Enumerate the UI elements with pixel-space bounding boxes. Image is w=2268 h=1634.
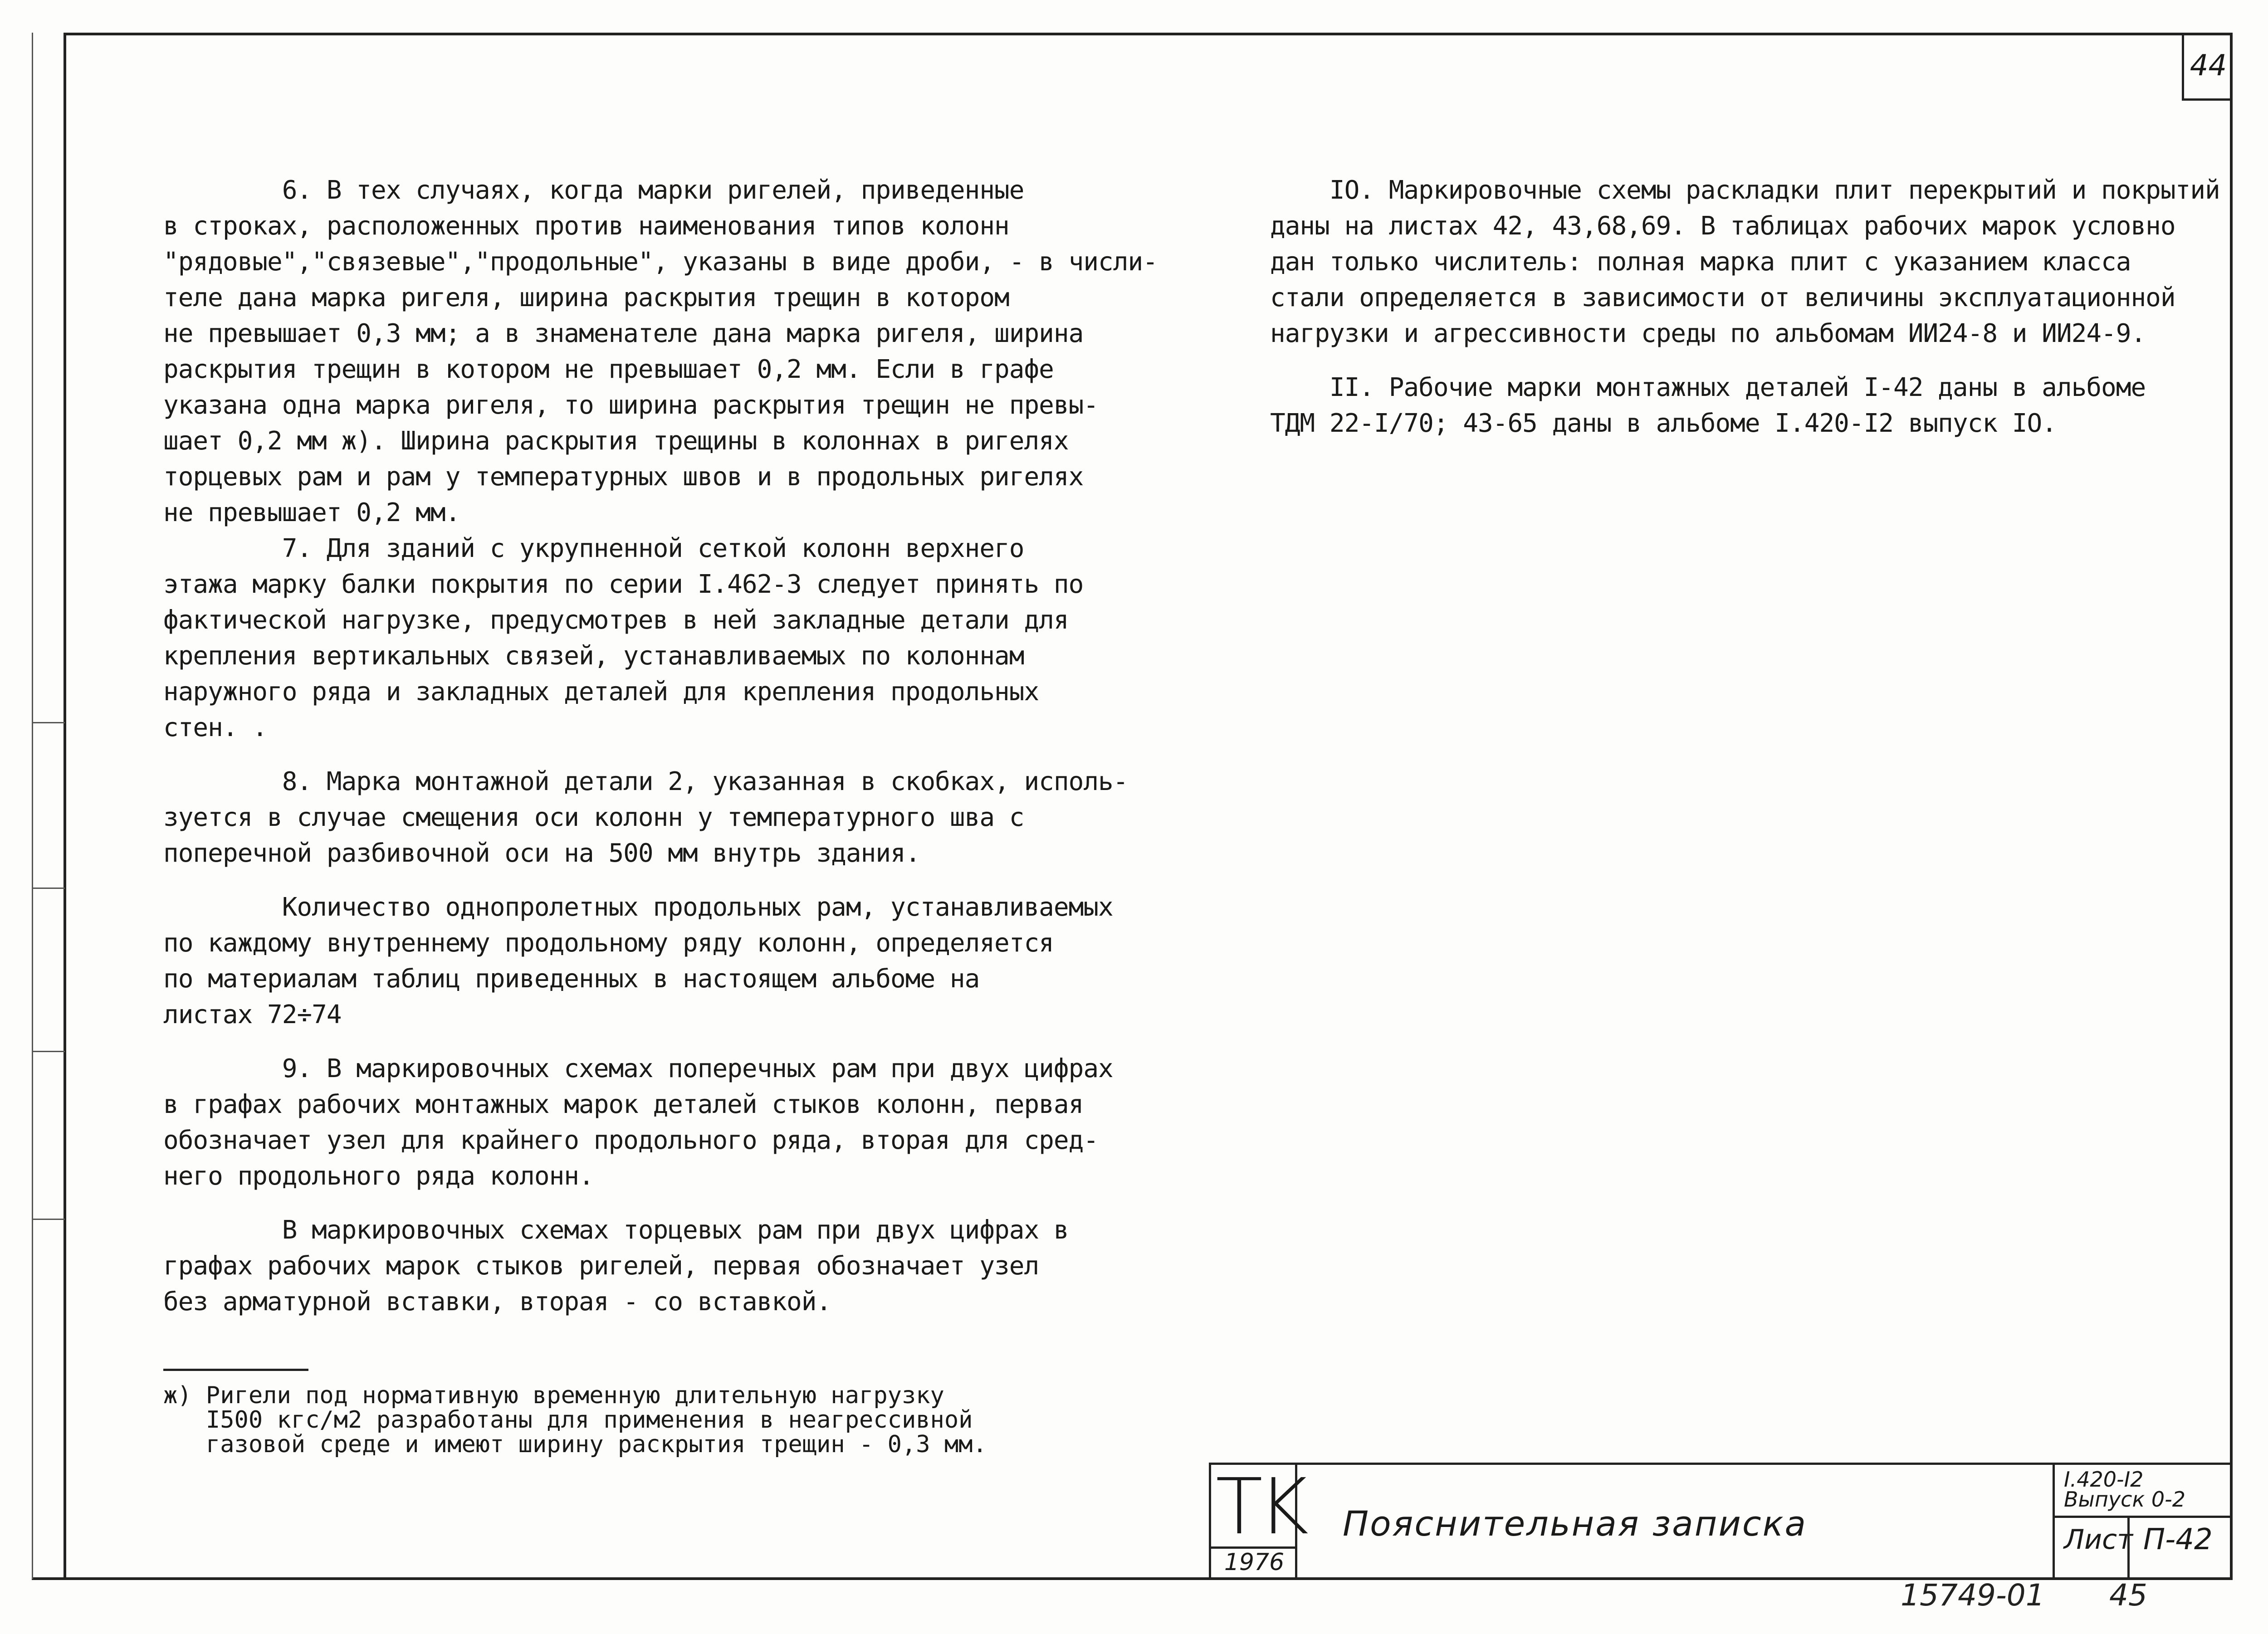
text-line: IO. Маркировочные схемы раскладки плит перекрытий и покрытий bbox=[1270, 176, 2220, 205]
text-line: ТДМ 22-I/70; 43-65 даны в альбоме I.420-I2 выпуск IO. bbox=[1270, 409, 2057, 438]
text-line: по каждому внутреннему продольному ряду колонн, определяется bbox=[163, 928, 1054, 958]
text-line: нагрузки и агрессивности среды по альбомам ИИ24-8 и ИИ24-9. bbox=[1270, 319, 2146, 348]
text-line: этажа марку балки покрытия по серии I.462-3 следует принять по bbox=[163, 570, 1084, 599]
issue-label: Выпуск 0-2 bbox=[2064, 1487, 2186, 1512]
text-line: 8. Марка монтажной детали 2, указанная в скобках, исполь- bbox=[163, 767, 1128, 796]
text-line: 6. В тех случаях, когда марки ригелей, приведенные bbox=[163, 176, 1024, 205]
frame-top-border bbox=[64, 33, 2233, 35]
organization-mark: TK bbox=[1216, 1462, 1305, 1552]
text-line: в строках, расположенных против наименования типов колонн bbox=[163, 211, 1009, 241]
margin-tick bbox=[33, 722, 65, 723]
footnote-line: газовой среде и имеют ширину раскрытия трещин - 0,3 мм. bbox=[163, 1431, 987, 1458]
text-line: зуется в случае смещения оси колонн у температурного шва с bbox=[163, 803, 1024, 832]
page-number: 44 bbox=[2182, 33, 2233, 101]
text-line: не превышает 0,2 мм. bbox=[163, 498, 460, 527]
sheet-info bbox=[2053, 1465, 2233, 1577]
archive-number: 15749-01 bbox=[1901, 1578, 2045, 1613]
frame-right-border bbox=[2230, 33, 2233, 1579]
margin-tick bbox=[33, 1051, 65, 1052]
binding-margin bbox=[32, 33, 65, 1579]
right-text-column bbox=[1270, 172, 2223, 441]
text-line: поперечной разбивочной оси на 500 мм внутрь здания. bbox=[163, 839, 920, 868]
archive-sheet-number: 45 bbox=[2109, 1578, 2147, 1613]
text-line: 7. Для зданий с укрупненной сеткой колонн верхнего bbox=[163, 534, 1024, 563]
text-line: 9. В маркировочных схемах поперечных рам при двух цифрах bbox=[163, 1054, 1113, 1083]
text-line: стали определяется в зависимости от величины эксплуатационной bbox=[1270, 283, 2175, 312]
text-line: наружного ряда и закладных деталей для крепления продольных bbox=[163, 677, 1039, 707]
text-line: В маркировочных схемах торцевых рам при двух цифрах в bbox=[163, 1215, 1069, 1245]
paragraph-gap bbox=[1270, 351, 2223, 370]
text-line: теле дана марка ригеля, ширина раскрытия трещин в котором bbox=[163, 283, 1009, 312]
divider bbox=[2127, 1516, 2130, 1577]
text-line: обозначает узел для крайнего продольного ряда, вторая для сред- bbox=[163, 1126, 1099, 1155]
divider bbox=[2055, 1516, 2233, 1518]
text-line: графах рабочих марок стыков ригелей, первая обозначает узел bbox=[163, 1251, 1039, 1281]
sheet-number: П-42 bbox=[2143, 1523, 2213, 1556]
sheet-label: Лист bbox=[2064, 1524, 2133, 1556]
text-line: не превышает 0,3 мм; а в знаменателе дана марка ригеля, ширина bbox=[163, 319, 1084, 348]
text-line: раскрытия трещин в котором не превышает 0,2 мм. Если в графе bbox=[163, 355, 1054, 384]
text-line: листах 72÷74 bbox=[163, 1000, 342, 1029]
text-line: без арматурной вставки, вторая - со вставкой. bbox=[163, 1287, 831, 1317]
margin-tick bbox=[33, 1219, 65, 1220]
document-title: Пояснительная записка bbox=[1343, 1503, 1808, 1544]
paragraph-gap bbox=[163, 1194, 1161, 1212]
text-line: в графах рабочих монтажных марок деталей стыков колонн, первая bbox=[163, 1090, 1084, 1119]
footnote-rule bbox=[163, 1369, 308, 1371]
series-code: I.420-I2 bbox=[2064, 1467, 2144, 1492]
paragraph-gap bbox=[163, 746, 1161, 764]
text-line: "рядовые","связевые","продольные", указаны в виде дроби, - в числи- bbox=[163, 247, 1158, 277]
margin-tick bbox=[33, 888, 65, 889]
title-block bbox=[1209, 1463, 2233, 1577]
text-line: крепления вертикальных связей, устанавливаемых по колоннам bbox=[163, 641, 1024, 671]
text-line: II. Рабочие марки монтажных деталей I-42 даны в альбоме bbox=[1270, 373, 2146, 402]
text-line: даны на листах 42, 43,68,69. В таблицах рабочих марок условно bbox=[1270, 211, 2175, 241]
left-text-column bbox=[163, 172, 1161, 1320]
text-line: шает 0,2 мм ж). Ширина раскрытия трещины в колоннах в ригелях bbox=[163, 426, 1069, 456]
paragraph-gap bbox=[163, 871, 1161, 889]
text-line: Количество однопролетных продольных рам, устанавливаемых bbox=[163, 893, 1113, 922]
text-line: по материалам таблиц приведенных в настоящем альбоме на bbox=[163, 964, 980, 994]
text-line: дан только числитель: полная марка плит с указанием класса bbox=[1270, 247, 2131, 277]
text-line: фактической нагрузке, предусмотрев в ней закладные детали для bbox=[163, 605, 1069, 635]
footnote-line: I500 кгс/м2 разработаны для применения в неагрессивной bbox=[163, 1406, 973, 1434]
text-line: стен. . bbox=[163, 713, 268, 742]
footnote bbox=[163, 1383, 1070, 1457]
stamp-year: 1976 bbox=[1211, 1546, 1297, 1576]
text-line: торцевых рам и рам у температурных швов и в продольных ригелях bbox=[163, 462, 1084, 492]
organization-logo bbox=[1211, 1462, 1305, 1577]
text-line: него продольного ряда колонн. bbox=[163, 1161, 594, 1191]
footnote-line: ж) Ригели под нормативную временную длительную нагрузку bbox=[163, 1382, 944, 1409]
paragraph-gap bbox=[163, 1033, 1161, 1051]
text-line: указана одна марка ригеля, то ширина раскрытия трещин не превы- bbox=[163, 390, 1099, 420]
